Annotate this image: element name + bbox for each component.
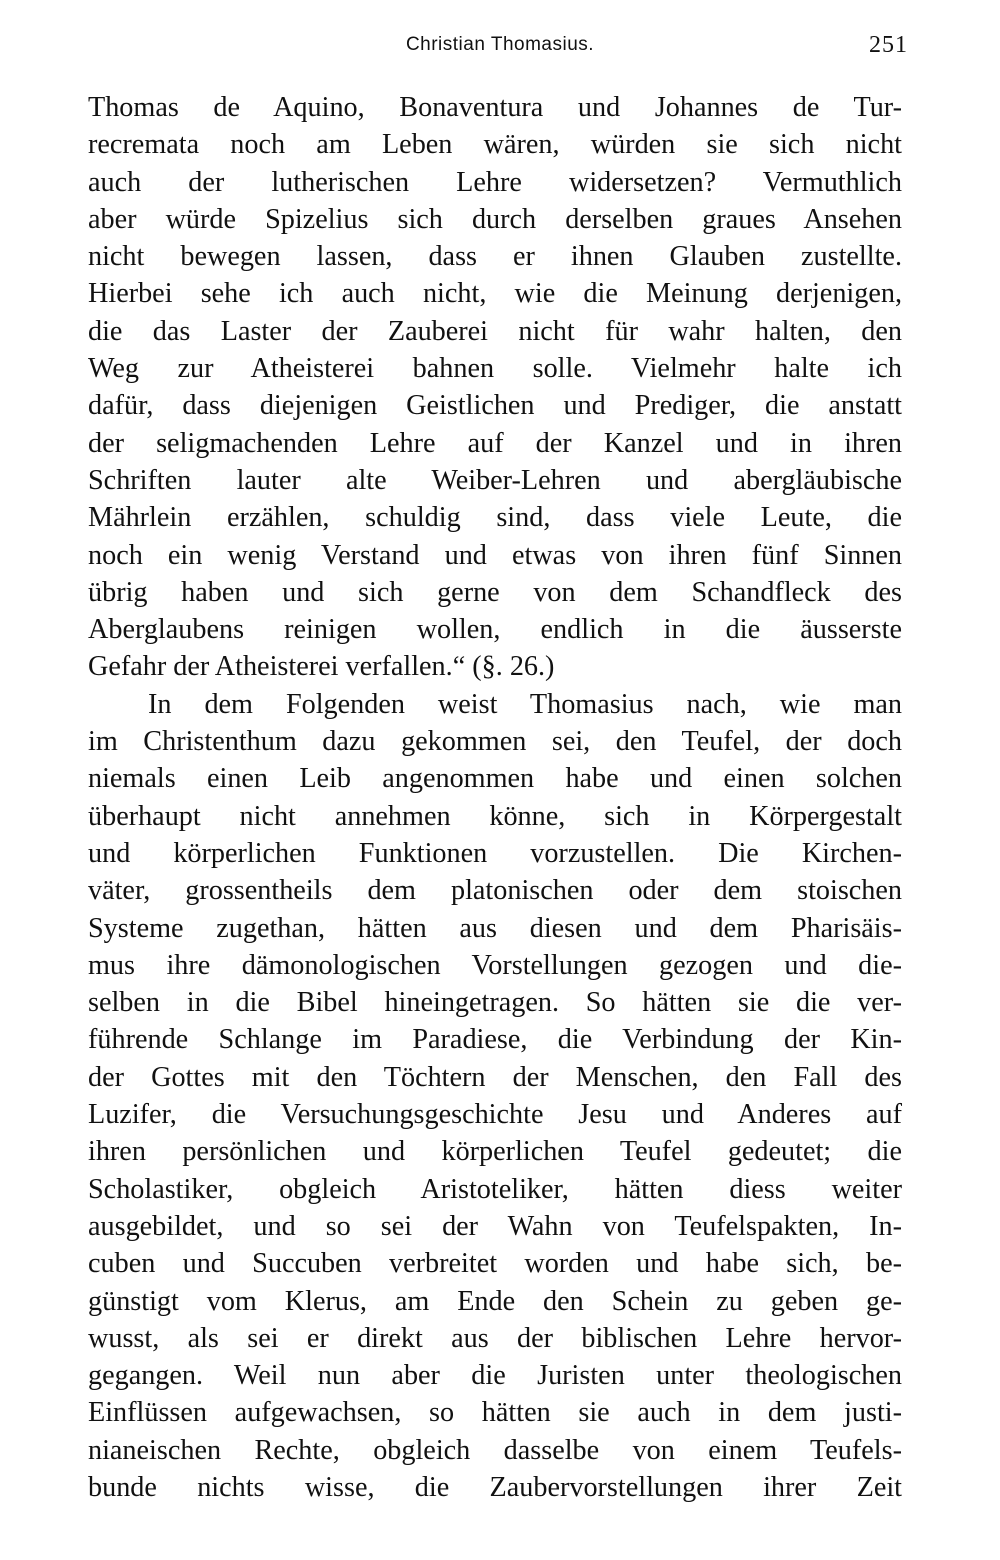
text-line: Schriften lauter alte Weiber-Lehren und abergläubische <box>88 464 902 496</box>
text-line: überhaupt nicht annehmen könne, sich in Körpergestalt <box>88 800 902 832</box>
text-line: Luzifer, die Versuchungsgeschichte Jesu und Anderes auf <box>88 1099 902 1131</box>
text-line: aber würde Spizelius sich durch derselben graues Ansehen <box>88 203 902 235</box>
text-line: günstigt vom Klerus, am Ende den Schein zu geben ge- <box>88 1285 902 1317</box>
text-line: nicht bewegen lassen, dass er ihnen Glauben zustellte. <box>88 241 902 273</box>
text-line: Aberglaubens reinigen wollen, endlich in die äusserste <box>88 614 902 646</box>
text-line: niemals einen Leib angenommen habe und einen solchen <box>88 763 902 795</box>
text-line: bunde nichts wisse, die Zaubervorstellungen ihrer Zeit <box>88 1471 902 1503</box>
text-line: führende Schlange im Paradiese, die Verbindung der Kin- <box>88 1024 902 1056</box>
text-line: Weg zur Atheisterei bahnen solle. Vielmehr halte ich <box>88 353 902 385</box>
text-line: Thomas de Aquino, Bonaventura und Johannes de Tur- <box>88 92 902 123</box>
text-line: wusst, als sei er direkt aus der biblischen Lehre hervor- <box>88 1322 902 1354</box>
text-line: der seligmachenden Lehre auf der Kanzel und in ihren <box>88 427 902 459</box>
text-line: selben in die Bibel hineingetragen. So hätten sie die ver- <box>88 987 902 1019</box>
text-line: Einflüssen aufgewachsen, so hätten sie auch in dem justi- <box>88 1397 902 1429</box>
text-line: Scholastiker, obgleich Aristoteliker, hätten diess weiter <box>88 1173 902 1205</box>
paragraph-start-line: In dem Folgenden weist Thomasius nach, wie man <box>148 688 902 720</box>
text-line: Hierbei sehe ich auch nicht, wie die Meinung derjenigen, <box>88 278 902 310</box>
text-line: Systeme zugethan, hätten aus diesen und dem Pharisäis- <box>88 912 902 944</box>
text-line: nianeischen Rechte, obgleich dasselbe von einem Teufels- <box>88 1434 902 1466</box>
text-line: auch der lutherischen Lehre widersetzen? Vermuthlich <box>88 166 902 198</box>
running-title: Christian Thomasius. <box>405 34 595 55</box>
text-line: recremata noch am Leben wären, würden sie sich nicht <box>88 129 902 161</box>
text-line: der Gottes mit den Töchtern der Menschen, den Fall des <box>88 1061 902 1093</box>
text-line: ihren persönlichen und körperlichen Teufel gedeutet; die <box>88 1136 902 1168</box>
text-line: cuben und Succuben verbreitet worden und habe sich, be- <box>88 1248 902 1280</box>
text-line: mus ihre dämonologischen Vorstellungen gezogen und die- <box>88 949 902 981</box>
text-line: die das Laster der Zauberei nicht für wahr halten, den <box>88 315 902 347</box>
paragraph-end-line: Gefahr der Atheisterei verfallen.“ (§. 26.) <box>88 651 555 683</box>
text-line: und körperlichen Funktionen vorzustellen. Die Kirchen- <box>88 837 902 869</box>
text-line: väter, grossentheils dem platonischen oder dem stoischen <box>88 875 902 907</box>
text-line: Mährlein erzählen, schuldig sind, dass viele Leute, die <box>88 502 902 534</box>
page-number: 251 <box>869 32 908 58</box>
text-line: im Christenthum dazu gekommen sei, den Teufel, der doch <box>88 726 902 758</box>
text-line: noch ein wenig Verstand und etwas von ihren fünf Sinnen <box>88 539 902 571</box>
text-body <box>88 89 902 1506</box>
text-line: dafür, dass diejenigen Geistlichen und Prediger, die anstatt <box>88 390 902 422</box>
text-line: gegangen. Weil nun aber die Juristen unter theologischen <box>88 1360 902 1392</box>
text-line: übrig haben und sich gerne von dem Schandfleck des <box>88 576 902 608</box>
running-head <box>0 30 1000 66</box>
text-line: ausgebildet, und so sei der Wahn von Teufelspakten, In- <box>88 1210 902 1242</box>
